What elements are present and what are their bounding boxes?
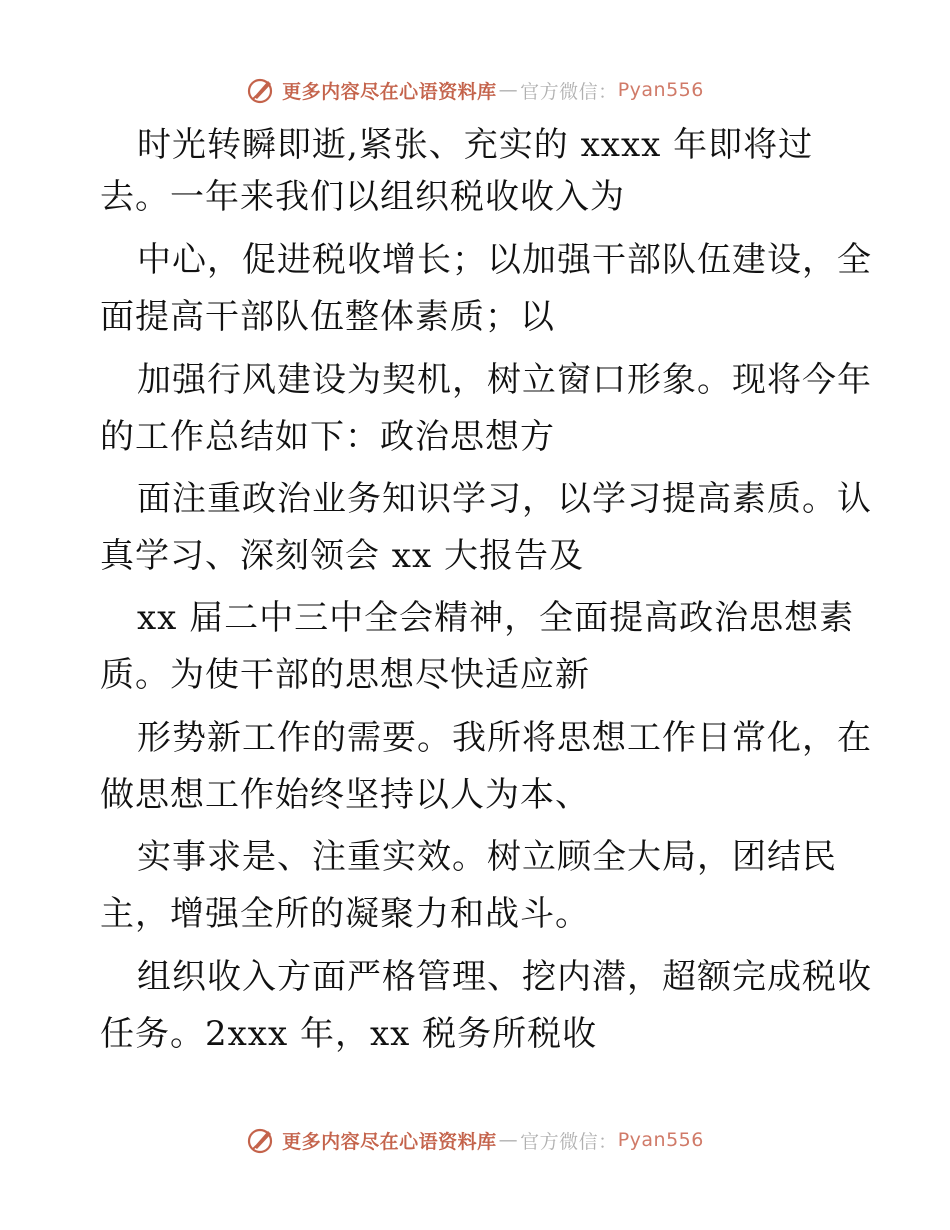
body-line: 加强行风建设为契机，树立窗口形象。现将今年 [137,360,872,400]
body-line: 面注重政治业务知识学习，以学习提高素质。认 [137,479,872,519]
watermark-brand: 更多内容尽在心语资料库 [282,1130,497,1153]
body-line: 去。一年来我们以组织税收收入为 [100,177,625,217]
body-line: 面提高干部队伍整体素质；以 [100,297,555,337]
body-line: 组织收入方面严格管理、挖内潜，超额完成税收 [137,957,872,997]
header-watermark [0,70,950,110]
body-line: 质。为使干部的思想尽快适应新 [100,655,590,695]
body-line: 真学习、深刻领会 xx 大报告及 [100,536,584,576]
body-line: 时光转瞬即逝,紧张、充实的 xxxx 年即将过 [137,125,814,165]
watermark-contact-id: Pyan556 [617,1129,704,1151]
watermark-separator: — [498,79,519,101]
feather-pen-logo-icon [246,1125,276,1155]
footer-watermark [0,1120,950,1160]
body-line: 的工作总结如下：政治思想方 [100,417,555,457]
watermark-separator: — [498,1129,519,1151]
watermark-brand: 更多内容尽在心语资料库 [282,80,497,103]
body-line: 主，增强全所的凝聚力和战斗。 [100,894,590,934]
watermark-contact-label: 官方微信： [520,1130,618,1153]
body-line: 实事求是、注重实效。树立顾全大局，团结民 [137,837,837,877]
body-line: 中心，促进税收增长；以加强干部队伍建设，全 [137,240,872,280]
watermark-contact-label: 官方微信： [520,80,618,103]
body-line: xx 届二中三中全会精神，全面提高政治思想素 [137,598,855,638]
body-line: 任务。2xxx 年，xx 税务所税收 [100,1014,598,1054]
body-line: 做思想工作始终坚持以人为本、 [100,775,590,815]
feather-pen-logo-icon [246,75,276,105]
body-line: 形势新工作的需要。我所将思想工作日常化，在 [137,718,872,758]
watermark-contact-id: Pyan556 [617,79,704,101]
